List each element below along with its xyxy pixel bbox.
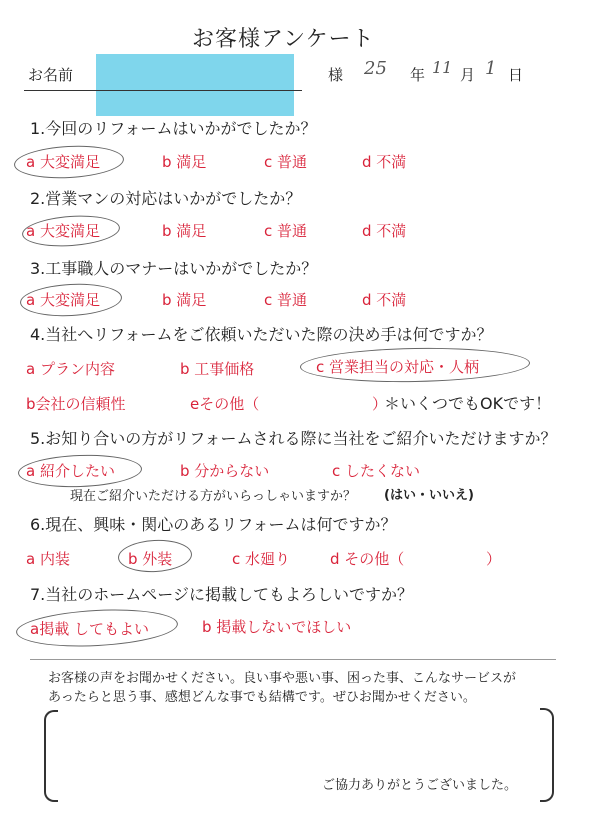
q4-option-b[interactable]: b 工事価格 xyxy=(180,360,255,378)
q3-option-a[interactable]: a 大変満足 xyxy=(26,291,100,309)
footer-thanks: ご協力ありがとうございました。 xyxy=(322,778,518,793)
question-4: 4.当社へリフォームをご依頼いただいた際の決め手は何ですか？ xyxy=(30,325,493,344)
year-label: 年 xyxy=(410,66,426,84)
q5-subquestion: 現在ご紹介いただける方がいらっしゃいますか？ xyxy=(70,489,357,504)
question-3: 3.工事職人のマナーはいかがでしたか？ xyxy=(30,259,318,278)
q1-option-a[interactable]: a 大変満足 xyxy=(26,153,100,171)
q5-sub-answer[interactable]: (はい・いいえ) xyxy=(384,488,474,503)
q5-option-a[interactable]: a 紹介したい xyxy=(26,462,115,480)
q7-option-a[interactable]: a掲載 してもよい xyxy=(30,620,149,638)
q3-option-d[interactable]: d 不満 xyxy=(362,291,407,309)
page-title: お客様アンケート xyxy=(192,27,375,52)
redacted-name-box xyxy=(96,54,294,116)
q1-option-c[interactable]: c 普通 xyxy=(264,153,308,171)
q4-option-e-close: ） xyxy=(372,395,388,413)
q1-option-b[interactable]: b 満足 xyxy=(162,153,207,171)
q2-option-c[interactable]: c 普通 xyxy=(264,222,308,240)
footer-line-2: あったらと思う事、感想どんな事でも結構です。ぜひお聞かせください。 xyxy=(48,690,476,705)
q7-option-b[interactable]: b 掲載しないでほしい xyxy=(202,618,352,636)
q6-option-b[interactable]: b 外装 xyxy=(128,550,173,568)
q4-option-c[interactable]: c 営業担当の対応・人柄 xyxy=(316,358,480,376)
year-value: 25 xyxy=(364,58,387,79)
name-underline xyxy=(24,90,302,91)
question-5: 5.お知り合いの方がリフォームされる際に当社をご紹介いただけますか？ xyxy=(30,429,557,448)
month-value: 11 xyxy=(432,58,453,77)
q6-option-a[interactable]: a 内装 xyxy=(26,550,70,568)
footer-line-1: お客様の声をお聞かせください。良い事や悪い事、困った事、こんなサービスが xyxy=(48,671,517,686)
comment-bracket-right xyxy=(540,708,554,802)
sama-label: 様 xyxy=(328,66,344,84)
q4-option-e[interactable]: eその他（ xyxy=(190,395,260,413)
footer-divider xyxy=(30,659,556,660)
q3-option-b[interactable]: b 満足 xyxy=(162,291,207,309)
comment-bracket-left xyxy=(44,710,58,802)
q1-option-d[interactable]: d 不満 xyxy=(362,153,407,171)
question-6: 6.現在、興味・関心のあるリフォームは何ですか？ xyxy=(30,515,397,534)
q5-option-c[interactable]: c したくない xyxy=(332,462,421,480)
q4-option-a[interactable]: a プラン内容 xyxy=(26,360,115,378)
name-label: お名前 xyxy=(28,66,74,84)
q5-option-b[interactable]: b 分からない xyxy=(180,462,270,480)
day-label: 日 xyxy=(508,66,524,84)
q3-option-c[interactable]: c 普通 xyxy=(264,291,308,309)
q4-option-b2[interactable]: b会社の信頼性 xyxy=(26,395,126,413)
q6-option-c[interactable]: c 水廻り xyxy=(232,550,291,568)
q2-option-b[interactable]: b 満足 xyxy=(162,222,207,240)
q2-option-a[interactable]: a 大変満足 xyxy=(26,222,100,240)
question-7: 7.当社のホームページに掲載してもよろしいですか？ xyxy=(30,585,413,604)
q4-note: ＊いくつでもOKです！ xyxy=(384,394,552,413)
q2-option-d[interactable]: d 不満 xyxy=(362,222,407,240)
q6-option-d[interactable]: d その他（ xyxy=(330,550,405,568)
question-2: 2.営業マンの対応はいかがでしたか？ xyxy=(30,189,302,208)
day-value: 1 xyxy=(485,58,497,79)
q6-option-d-close: ） xyxy=(486,550,502,568)
question-1: 1.今回のリフォームはいかがでしたか？ xyxy=(30,119,317,138)
month-label: 月 xyxy=(460,66,476,84)
